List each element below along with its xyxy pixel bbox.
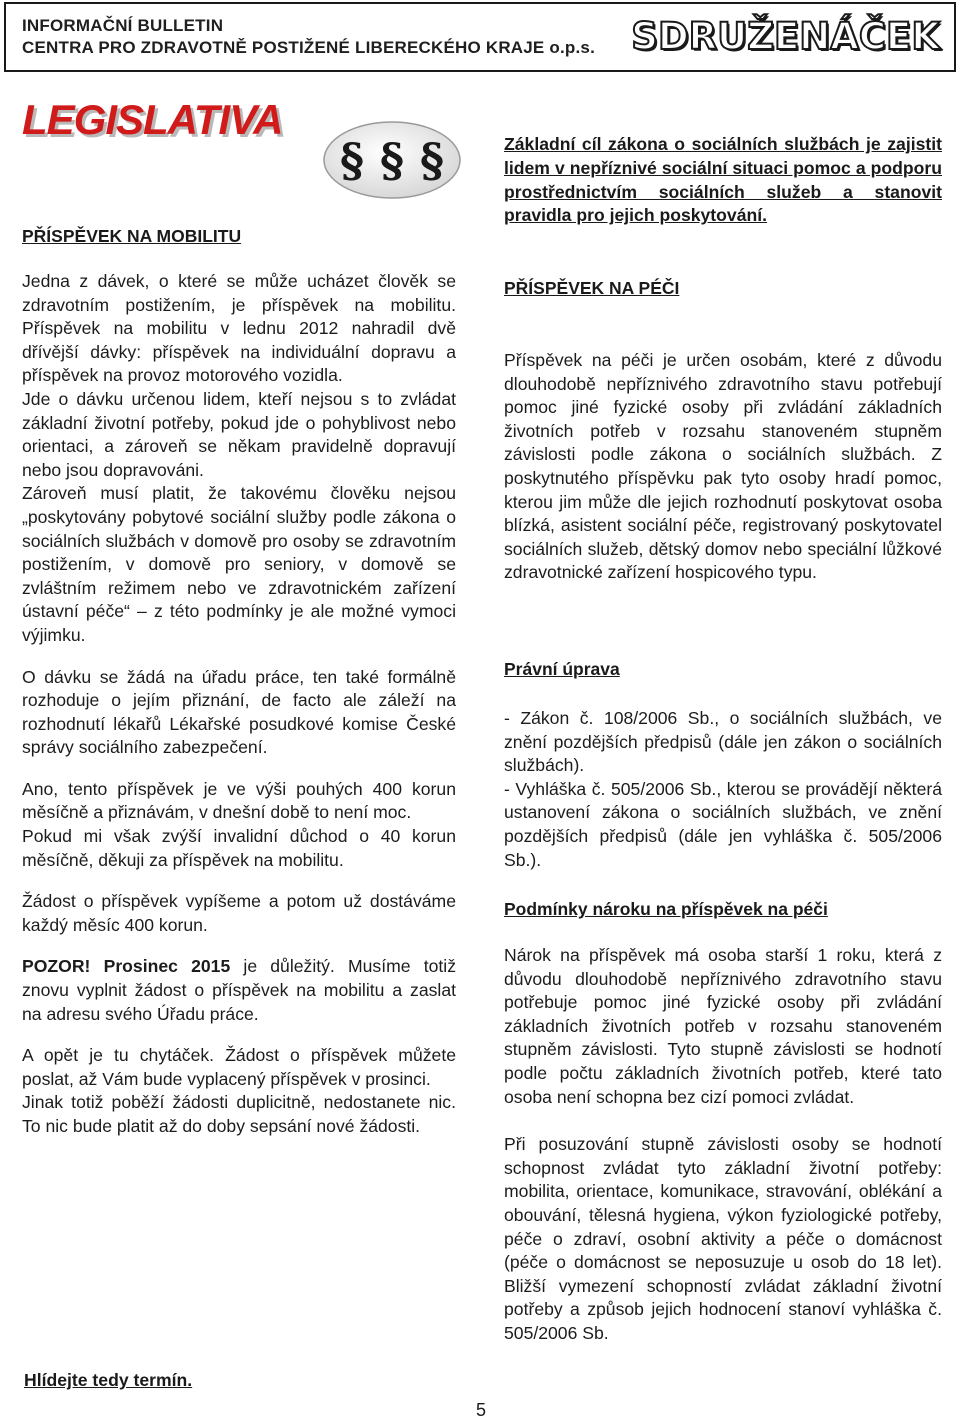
mobility-paragraph-5: Ano, tento příspěvek je ve výši pouhých 400 korun měsíčně a přiznávám, v dnešní době to není moc. (22, 778, 456, 823)
left-column (22, 270, 456, 1139)
heading-legal-basis: Právní úprava (504, 659, 620, 679)
conditions-paragraph-1: Nárok na příspěvek má osoba starší 1 roku, která z důvodu dlouhodobě nepříznivého zdravotního stavu potřebuje pomoc jiné fyzické osoby při zvládání základních životních potřeb v rozsahu stanoveném stupněm závislosti. Tyto stupně závislosti se hodnotí podle počtu základních životních potřeb, které tato osoba není schopna bez cizí pomoci zvládat. (504, 945, 942, 1107)
page-number: 5 (476, 1400, 487, 1420)
paragraph-symbol-1: § (339, 133, 365, 187)
right-column-conditions (504, 944, 942, 1346)
section-title-legislativa: LEGISLATIVA (22, 96, 283, 143)
mobility-paragraph-3: Zároveň musí platit, že takovému člověku nejsou „poskytovány pobytové sociální služby podle zákona o sociálních službách v domově pro osoby se zdravotním postižením, v domově pro seniory, v domově se zvláštním režimem nebo ve zdravotnickém zařízení ústavní péče“ – z této podmínky je ale možné vymoci výjimku. (22, 483, 456, 645)
right-column-care (504, 349, 942, 585)
mobility-paragraph-8 (22, 955, 456, 1026)
care-paragraph-1: Příspěvek na péči je určen osobám, které z důvodu dlouhodobě nepříznivého zdravotního stavu potřebují pomoc jiné fyzické osoby při zvládání základních životních potřeb v rozsahu stanoveném stupněm závislosti podle zákona o sociálních službách. Z poskytnutého příspěvku pak tyto osoby hradí pomoc, kterou jim může dle jejich rozhodnutí poskytovat osoba blízká, asistent sociální péče, registrovaný poskytovatel sociálních služeb, dětský domov nebo speciální lůžkové zdravotnické zařízení hospicového typu. (504, 350, 942, 583)
conditions-paragraph-2: Při posuzování stupně závislosti osoby se hodnotí schopnost zvládat tyto základní životní potřeby: mobilita, orientace, komunikace, stravování, oblékání a obouvání, tělesná hygiena, výkon fyziologické potřeby, péče o zdraví, osobní aktivity a péče o domácnost (péče o domácnost se neposuzuje u osob do 18 let). Bližší vymezení schopností zvládat základní životní potřeby a způsob jejich hodnocení stanoví vyhláška č. 505/2006 Sb. (504, 1134, 942, 1343)
heading-conditions: Podmínky nároku na příspěvek na péči (504, 899, 828, 919)
legal-item-1: - Zákon č. 108/2006 Sb., o sociálních službách, ve znění pozdějších předpisů (dále jen zákon o sociálních službách). (504, 708, 942, 776)
warning-text: je důležitý. Musíme totiž znovu vyplnit žádost o příspěvek na mobilitu a zaslat na adresu svého Úřadu práce. (22, 956, 457, 1024)
paragraph-symbols-icon (322, 118, 462, 200)
mobility-paragraph-9: A opět je tu chytáček. Žádost o příspěvek můžete poslat, až Vám bude vyplacený příspěvek v prosinci. (22, 1045, 456, 1089)
legal-item-2: - Vyhláška č. 505/2006 Sb., kterou se provádějí některá ustanovení zákona o sociálních službách, ve znění pozdějších předpisů (dále jen vyhláška č. 505/2006 Sb.). (504, 778, 942, 870)
bulletin-header (4, 2, 956, 72)
mobility-paragraph-2: Jde o dávku určenou lidem, kteří nejsou s to zvládat základní životní potřeby, pokud jde o pohyblivost nebo orientaci, a zároveň se někam pravidelně dopravují nebo jsou dopravováni. (22, 388, 456, 480)
mobility-paragraph-4: O dávku se žádá na úřadu práce, ten také formálně rozhoduje o jejím přiznání, de facto ale záleží na rozhodnutí lékařů Lékařské posudkové komise České správy sociálního zabezpečení. (22, 666, 456, 758)
heading-mobility: PŘÍSPĚVEK NA MOBILITU (22, 226, 242, 246)
mobility-paragraph-6: Pokud mi však zvýší invalidní důchod o 40 korun měsíčně, děkuji za příspěvek na mobilitu. (22, 826, 456, 870)
heading-care-allowance: PŘÍSPĚVEK NA PÉČI (504, 278, 680, 298)
right-column-legal (504, 707, 942, 872)
deadline-note: Hlídejte tedy termín. (24, 1370, 193, 1390)
mobility-paragraph-10: Jinak totiž poběží žádosti duplicitně, nedostanete nic. To nic bude platit až do doby sepsání nové žádosti. (22, 1092, 456, 1136)
paragraph-symbol-3: § (419, 133, 445, 187)
header-subtitle: CENTRA PRO ZDRAVOTNĚ POSTIŽENÉ LIBERECKÉHO KRAJE o.p.s. (22, 38, 595, 57)
mobility-paragraph-1: Jedna z dávek, o které se může ucházet člověk se zdravotním postižením, je příspěvek na mobilitu. Příspěvek na mobilitu v lednu 2012 nahradil dvě dřívější dávky: příspěvek na individuální dopravu a příspěvek na provoz motorového vozidla. (22, 271, 456, 386)
paragraph-symbol-2: § (379, 133, 405, 187)
header-title: INFORMAČNÍ BULLETIN (22, 16, 224, 35)
mobility-paragraph-7: Žádost o příspěvek vypíšeme a potom už dostáváme každý měsíc 400 korun. (22, 891, 456, 935)
sdruzenacek-logo: SDRUŽENÁČEK (631, 15, 940, 58)
warning-label: POZOR! Prosinec 2015 (22, 956, 231, 977)
social-services-goal: Základní cíl zákona o sociálních službách je zajistit lidem v nepříznivé sociální situaci pomoc a podporu prostřednictvím sociálních služeb a stanovit pravidla pro jejich poskytování. (504, 134, 942, 226)
